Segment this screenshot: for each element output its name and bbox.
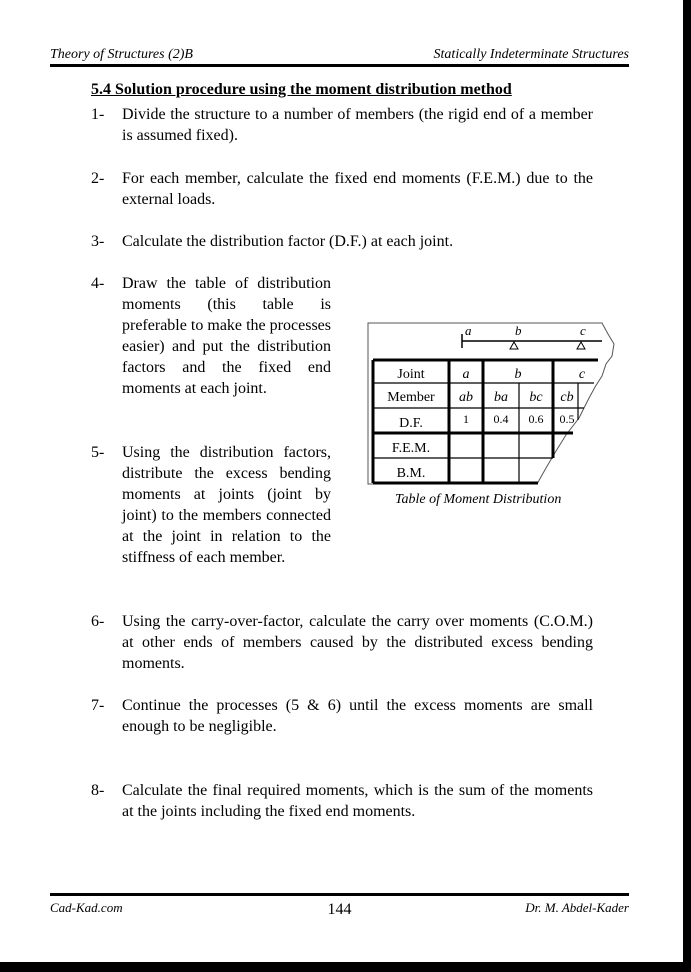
page-header <box>50 46 629 67</box>
step-number: 5- <box>91 444 105 461</box>
step-number: 4- <box>91 275 105 292</box>
header-book-title: Theory of Structures (2)B <box>50 47 193 62</box>
step-text: Using the carry-over-factor, calculate the carry over moments (C.O.M.) at other ends of members caused by the distributed excess bending moments. <box>122 613 593 672</box>
joint-a: a <box>462 367 470 382</box>
section-title: 5.4 Solution procedure using the moment distribution method <box>91 81 512 98</box>
member-cb: cb <box>560 390 574 405</box>
beam-label-c: c <box>580 323 586 338</box>
step-number: 7- <box>91 697 105 714</box>
df-ab: 1 <box>463 412 469 426</box>
member-ab: ab <box>459 390 473 405</box>
footer-website: Cad-Kad.com <box>50 900 123 915</box>
df-cb: 0.5 <box>559 412 575 426</box>
step-number: 8- <box>91 782 105 799</box>
moment-distribution-figure <box>366 320 618 490</box>
beam-label-a: a <box>465 323 472 338</box>
step-number: 2- <box>91 170 105 187</box>
page-number: 144 <box>327 901 352 918</box>
step-text: Draw the table of distribution moments (this table is preferable to make the processes easier) and put the distribution factors and the fixed end moments at each joint. <box>122 275 331 397</box>
step-text: Divide the structure to a number of members (the rigid end of a member is assumed fixed). <box>122 106 593 144</box>
row-label-bm: B.M. <box>396 466 426 481</box>
row-label-joint: Joint <box>397 367 425 382</box>
joint-b: b <box>514 367 522 382</box>
row-label-df: D.F. <box>399 416 423 431</box>
df-ba: 0.4 <box>493 412 509 426</box>
figure-caption: Table of Moment Distribution <box>395 492 562 507</box>
member-bc: bc <box>529 390 543 405</box>
step-text: Continue the processes (5 & 6) until the excess moments are small enough to be negligible. <box>122 697 593 735</box>
step-text: Calculate the final required moments, which is the sum of the moments at the joints including the fixed end moments. <box>122 782 593 820</box>
member-ba: ba <box>494 390 508 405</box>
header-chapter-title: Statically Indeterminate Structures <box>433 47 629 62</box>
step-number: 3- <box>91 233 105 250</box>
df-bc: 0.6 <box>528 412 544 426</box>
page-footer <box>50 893 629 920</box>
footer-author: Dr. M. Abdel-Kader <box>525 900 629 915</box>
joint-c: c <box>578 367 586 382</box>
row-label-fem: F.E.M. <box>391 441 431 456</box>
step-text: Calculate the distribution factor (D.F.) at each joint. <box>122 233 454 250</box>
step-number: 1- <box>91 106 105 123</box>
beam-label-b: b <box>515 323 522 338</box>
step-text: For each member, calculate the fixed end moments (F.E.M.) due to the external loads. <box>122 170 593 208</box>
step-number: 6- <box>91 613 105 630</box>
step-text: Using the distribution factors, distribute the excess bending moments at joints (joint by joint) to the members connected at the joint in relation to the stiffness of each member. <box>122 444 331 566</box>
row-label-member: Member <box>387 390 435 405</box>
